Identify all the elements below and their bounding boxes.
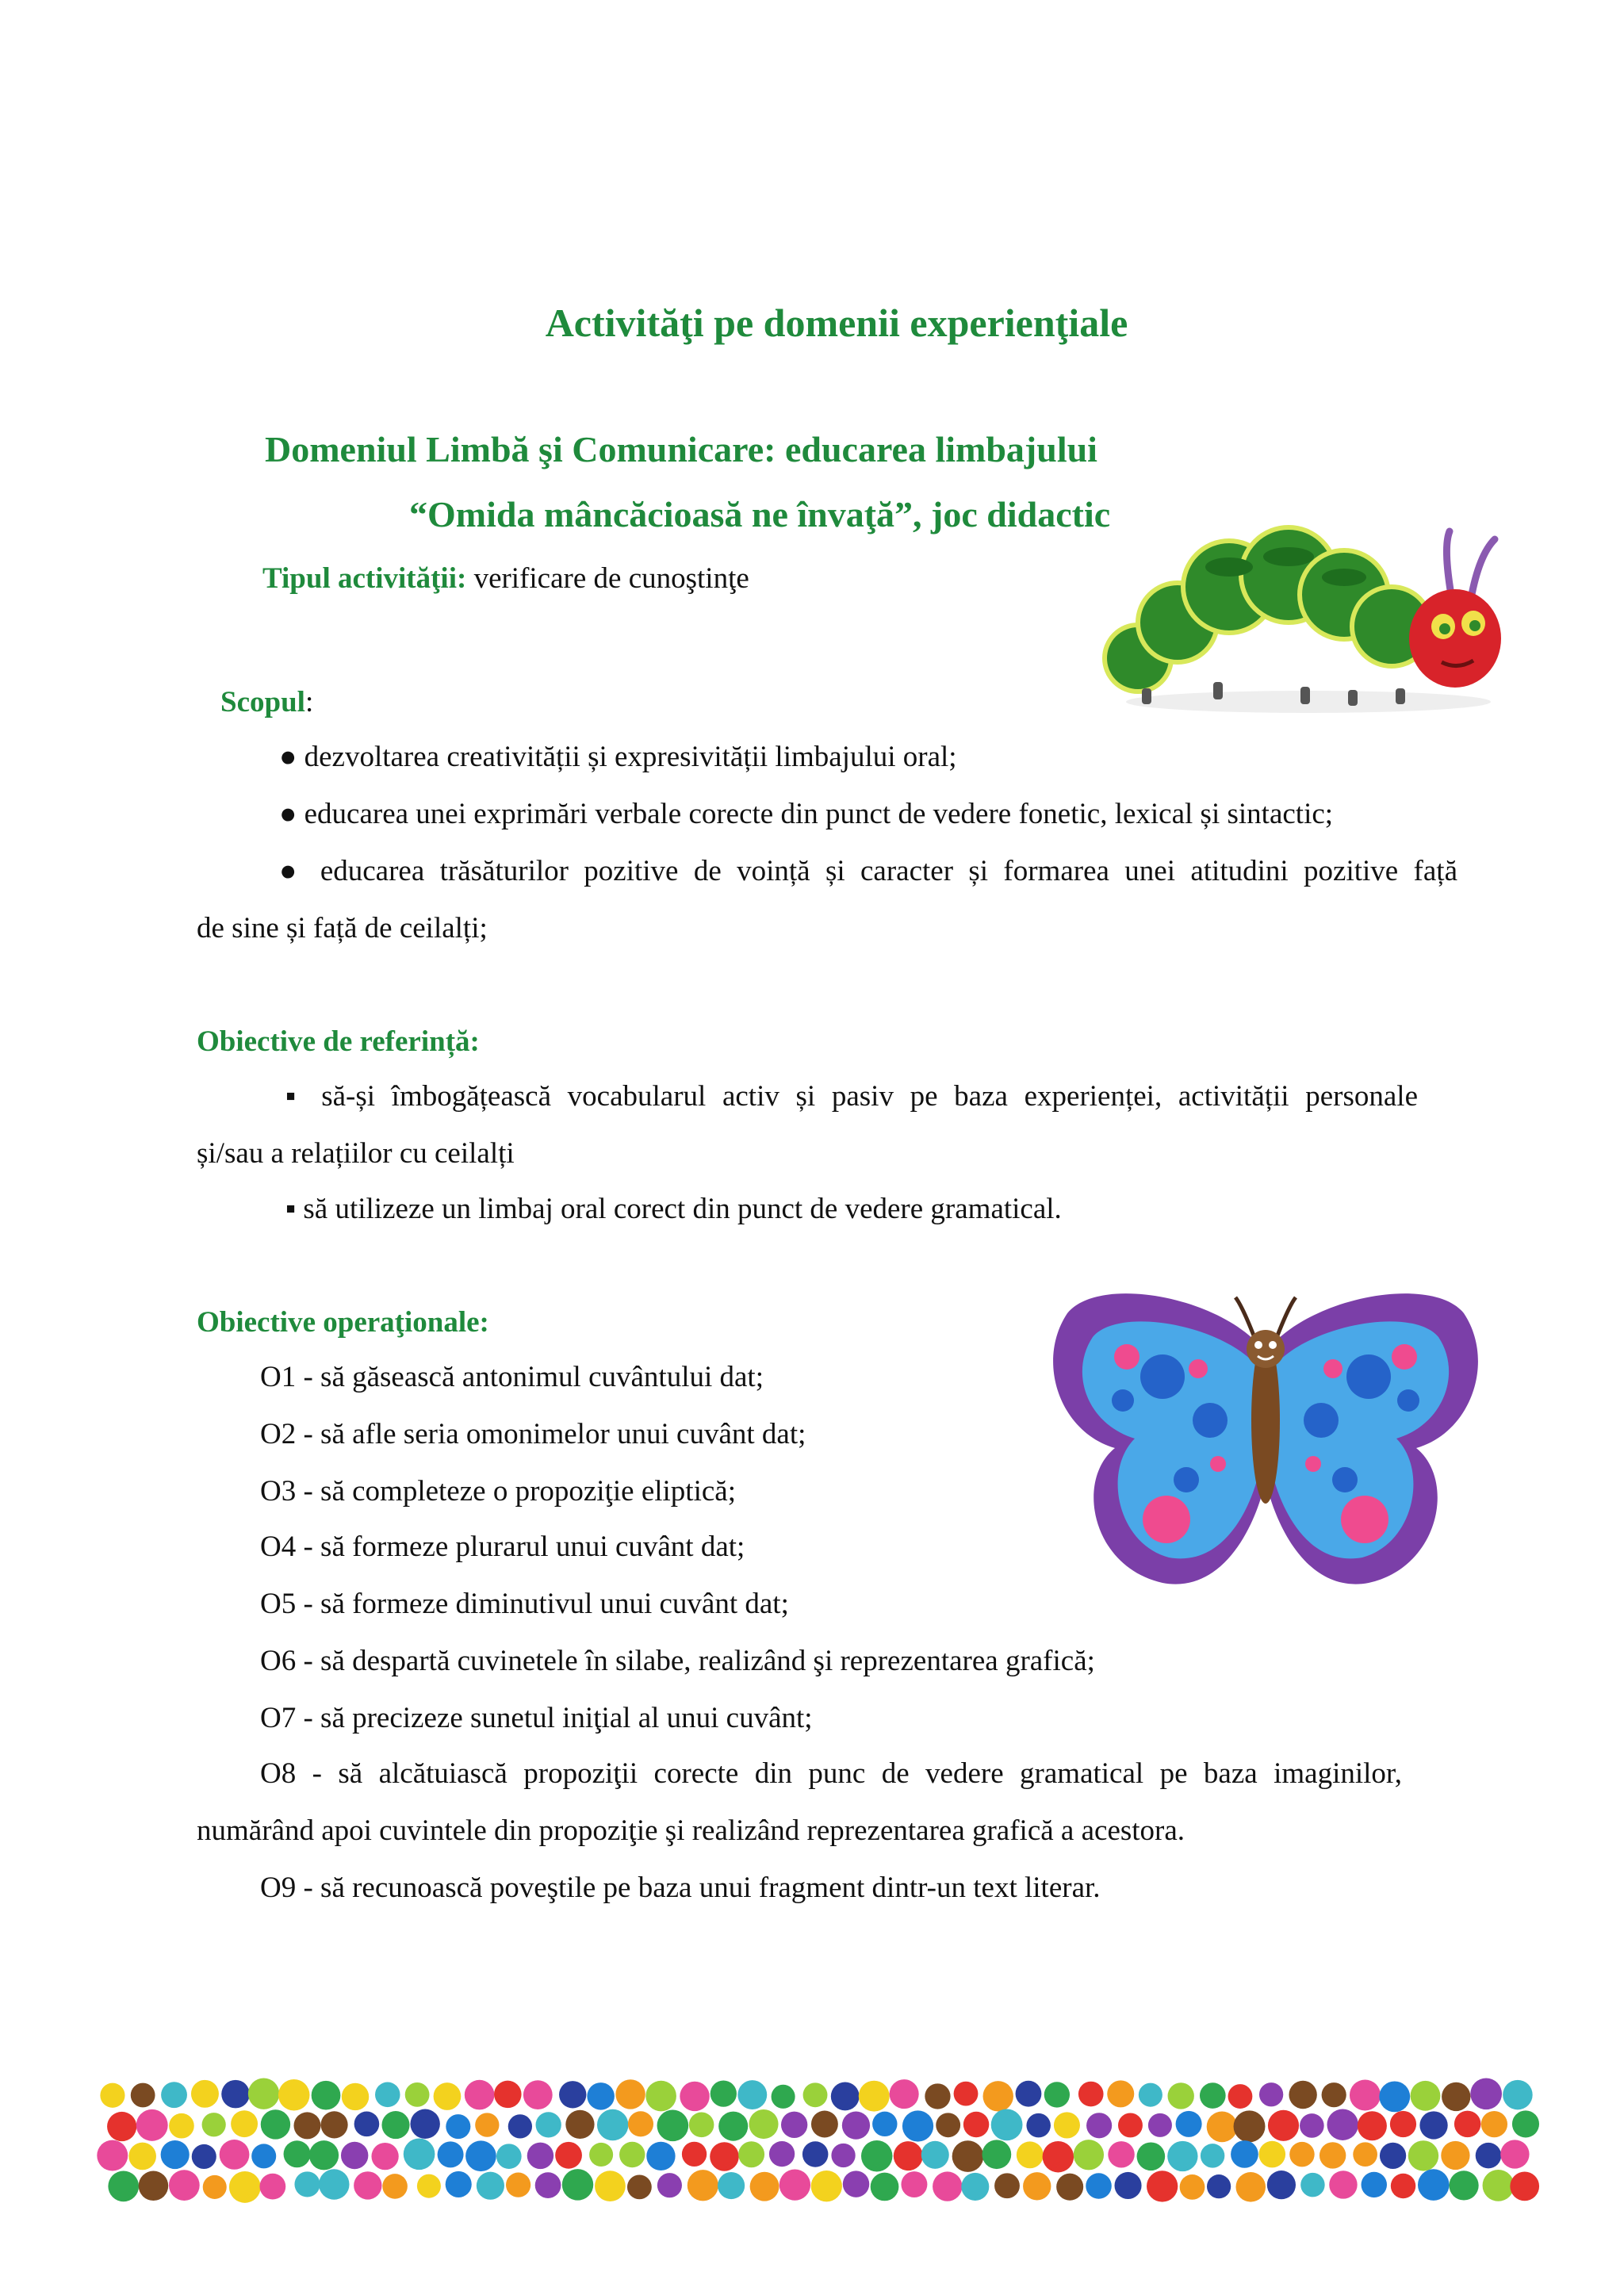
- decorative-dot: [248, 2079, 279, 2109]
- decorative-dot: [535, 2172, 561, 2198]
- decorative-dot: [1108, 2141, 1134, 2167]
- decorative-dot: [1258, 2141, 1285, 2168]
- decorative-dot: [1074, 2140, 1104, 2170]
- decorative-dot: [738, 2141, 764, 2167]
- decorative-dot: [1026, 2113, 1051, 2138]
- decorative-dot: [1114, 2172, 1141, 2199]
- decorative-dot: [169, 2170, 200, 2201]
- decorative-dot: [589, 2143, 613, 2167]
- decorative-dot: [139, 2171, 169, 2201]
- decorative-dot: [555, 2142, 582, 2169]
- bullet-icon: ●: [279, 855, 305, 887]
- decorative-dot: [559, 2081, 586, 2108]
- decorative-dot-border: [95, 2078, 1554, 2205]
- decorative-dot: [1418, 2169, 1450, 2201]
- decorative-dot: [710, 2142, 739, 2171]
- decorative-dot: [434, 2082, 462, 2110]
- decorative-dot: [1362, 2172, 1387, 2197]
- reference-objectives-heading: Obiective de referință:: [197, 1025, 480, 1058]
- decorative-dot: [100, 2083, 124, 2108]
- decorative-dot: [994, 2173, 1020, 2198]
- decorative-dot: [354, 2112, 380, 2137]
- decorative-dot: [645, 2081, 676, 2112]
- decorative-dot: [523, 2080, 553, 2109]
- decorative-dot: [1200, 2082, 1226, 2109]
- decorative-dot: [737, 2080, 767, 2109]
- decorative-dot: [1408, 2140, 1438, 2170]
- reference-objective-text: să utilizeze un limbaj oral corect din punct de vedere gramatical.: [303, 1193, 1062, 1225]
- decorative-dot: [688, 2170, 718, 2201]
- activity-type-value: verificare de cunoştinţe: [473, 562, 749, 595]
- decorative-dot: [1147, 2170, 1178, 2201]
- decorative-dot: [657, 2173, 682, 2197]
- decorative-dot: [278, 2079, 310, 2111]
- decorative-dot: [1300, 2113, 1324, 2138]
- decorative-dot: [861, 2140, 892, 2171]
- decorative-dot: [925, 2083, 950, 2109]
- decorative-dot: [1234, 2110, 1266, 2142]
- decorative-dot: [97, 2140, 128, 2171]
- decorative-dot: [220, 2140, 250, 2170]
- operational-objectives-heading: Obiective operaţionale:: [197, 1306, 489, 1339]
- decorative-dot: [261, 2109, 290, 2139]
- decorative-dot: [131, 2083, 155, 2108]
- decorative-dot: [229, 2171, 261, 2203]
- butterfly-illustration: [1028, 1282, 1503, 1603]
- decorative-dot: [494, 2081, 522, 2109]
- decorative-dot: [750, 2172, 779, 2201]
- decorative-dot: [1470, 2078, 1502, 2109]
- decorative-dot: [1268, 2110, 1299, 2141]
- decorative-dot: [682, 2142, 707, 2167]
- activity-type-label: Tipul activităţii:: [262, 562, 467, 595]
- decorative-dot: [1500, 2140, 1529, 2168]
- scope-item-3-continuation: de sine și față de ceilalți;: [197, 912, 488, 944]
- decorative-dot: [203, 2175, 227, 2199]
- decorative-dot: [562, 2169, 593, 2200]
- decorative-dot: [1023, 2172, 1051, 2200]
- decorative-dot: [1353, 2142, 1377, 2167]
- decorative-dot: [872, 2112, 897, 2136]
- decorative-dot: [405, 2082, 430, 2107]
- decorative-dot: [936, 2113, 960, 2137]
- decorative-dot: [963, 2112, 989, 2137]
- operational-objective-o7: O7 - să precizeze sunetul iniţial al unui cuvânt;: [260, 1702, 813, 1734]
- bullet-icon: ●: [279, 798, 297, 830]
- decorative-dot: [1259, 2082, 1283, 2106]
- reference-objective-2: [285, 1194, 1062, 1224]
- decorative-dot: [1107, 2080, 1134, 2107]
- decorative-dot: [772, 2085, 795, 2109]
- decorative-dot: [128, 2143, 156, 2170]
- decorative-dot: [1180, 2174, 1205, 2200]
- decorative-dot: [417, 2174, 441, 2198]
- decorative-dot: [1168, 2082, 1194, 2109]
- decorative-dot: [983, 2081, 1013, 2111]
- decorative-dot: [342, 2083, 369, 2110]
- decorative-dot: [710, 2080, 737, 2106]
- decorative-dot: [646, 2142, 675, 2170]
- decorative-dot: [1411, 2081, 1441, 2111]
- decorative-dot: [565, 2110, 594, 2139]
- decorative-dot: [1510, 2171, 1539, 2201]
- decorative-dot: [952, 2140, 984, 2172]
- decorative-dot: [371, 2143, 398, 2170]
- decorative-dot: [1391, 2174, 1415, 2198]
- decorative-dot: [381, 2111, 409, 2139]
- decorative-dot: [382, 2174, 408, 2199]
- decorative-dot: [161, 2140, 190, 2169]
- decorative-dot: [597, 2109, 628, 2140]
- decorative-dot: [341, 2142, 368, 2169]
- decorative-dot: [781, 2112, 807, 2138]
- decorative-dot: [446, 2171, 472, 2197]
- decorative-dot: [982, 2140, 1012, 2169]
- decorative-dot: [293, 2112, 320, 2139]
- decorative-dot: [1017, 2141, 1044, 2168]
- decorative-dot: [506, 2173, 530, 2197]
- decorative-dot: [410, 2109, 439, 2139]
- decorative-dot: [477, 2172, 504, 2200]
- reference-objective-1: [285, 1082, 1418, 1111]
- decorative-dot: [1016, 2081, 1042, 2107]
- scope-item-2: [279, 799, 1333, 829]
- decorative-dot: [1231, 2140, 1258, 2168]
- decorative-dot: [871, 2173, 899, 2201]
- decorative-dot: [536, 2112, 561, 2137]
- decorative-dot: [811, 2111, 838, 2138]
- decorative-dot: [107, 2112, 136, 2141]
- decorative-dot: [718, 2112, 748, 2141]
- decorative-dot: [894, 2141, 923, 2170]
- decorative-dot: [312, 2081, 341, 2110]
- domain-heading: Domeniul Limbă şi Comunicare: educarea limbajului: [265, 429, 1097, 469]
- decorative-dot: [587, 2082, 615, 2110]
- decorative-dot: [689, 2112, 714, 2137]
- decorative-dot: [933, 2171, 962, 2201]
- decorative-dot: [1442, 2082, 1470, 2111]
- decorative-dot: [1235, 2172, 1266, 2202]
- reference-objective-1-continuation: și/sau a relațiilor cu ceilalți: [197, 1137, 515, 1170]
- bullet-icon: ▪: [285, 1193, 297, 1225]
- decorative-dot: [1483, 2170, 1515, 2201]
- scope-item-text: dezvoltarea creativității și expresivității limbajului oral;: [304, 741, 957, 773]
- decorative-dot: [1054, 2112, 1080, 2138]
- decorative-dot: [718, 2172, 745, 2199]
- decorative-dot: [595, 2170, 626, 2201]
- decorative-dot: [619, 2142, 645, 2167]
- decorative-dot: [231, 2110, 258, 2137]
- decorative-dot: [1148, 2113, 1172, 2137]
- decorative-dot: [136, 2109, 168, 2141]
- decorative-dot: [1358, 2111, 1387, 2140]
- decorative-dot: [375, 2082, 400, 2108]
- operational-objective-o9: O9 - să recunoască poveştile pe baza unui fragment dintr-un text literar.: [260, 1872, 1101, 1904]
- decorative-dot: [1512, 2110, 1539, 2137]
- decorative-dot: [259, 2174, 285, 2200]
- decorative-dot: [1137, 2142, 1166, 2170]
- decorative-dot: [309, 2140, 339, 2170]
- decorative-dot: [1441, 2141, 1469, 2170]
- decorative-dot: [842, 2111, 870, 2139]
- page-title: Activităţi pe domenii experienţiale: [545, 301, 1128, 345]
- decorative-dot: [1078, 2082, 1104, 2107]
- operational-objective-o4: O4 - să formeze plurarul unui cuvânt dat;: [260, 1531, 745, 1563]
- decorative-dot: [438, 2141, 464, 2167]
- decorative-dot: [1289, 2081, 1316, 2109]
- scope-item-1: [279, 742, 957, 772]
- decorative-dot: [991, 2109, 1023, 2141]
- decorative-dot: [627, 2174, 652, 2199]
- game-title: “Omida mâncăcioasă ne învaţă”, joc didactic: [409, 494, 1111, 534]
- decorative-dot: [628, 2111, 653, 2136]
- scope-item-3: [279, 856, 1457, 886]
- caterpillar-illustration: [1094, 500, 1522, 730]
- decorative-dot: [1350, 2079, 1381, 2110]
- decorative-dot: [1322, 2082, 1346, 2107]
- decorative-dot: [191, 2080, 219, 2108]
- decorative-dot: [1476, 2143, 1501, 2168]
- operational-objective-o8-continuation: numărând apoi cuvintele din propoziţie şi realizând reprezentarea grafică a acestora.: [197, 1814, 1185, 1847]
- decorative-dot: [779, 2169, 810, 2200]
- operational-objective-o3: O3 - să completeze o propoziţie eliptică;: [260, 1475, 736, 1508]
- decorative-dot: [1289, 2142, 1314, 2167]
- bullet-icon: ▪: [285, 1080, 305, 1113]
- decorative-dot: [902, 2110, 933, 2141]
- decorative-dot: [1329, 2170, 1357, 2198]
- decorative-dot: [954, 2082, 979, 2106]
- activity-type: [262, 561, 749, 596]
- decorative-dot: [294, 2171, 320, 2197]
- decorative-dot: [1201, 2144, 1224, 2167]
- decorative-dot: [831, 2082, 860, 2111]
- scope-heading-colon: :: [304, 686, 314, 718]
- decorative-dot: [108, 2170, 139, 2201]
- decorative-dot: [1267, 2170, 1296, 2199]
- decorative-dot: [1056, 2174, 1083, 2201]
- decorative-dot: [1390, 2111, 1416, 2137]
- decorative-dot: [1379, 2081, 1410, 2112]
- decorative-dot: [769, 2141, 795, 2167]
- decorative-dot: [446, 2114, 470, 2139]
- decorative-dot: [1300, 2173, 1324, 2197]
- decorative-dot: [615, 2079, 645, 2109]
- decorative-dot: [811, 2170, 842, 2201]
- operational-objective-o6: O6 - să despartă cuvinetele în silabe, realizând şi reprezentarea grafică;: [260, 1645, 1095, 1677]
- decorative-dot: [192, 2144, 216, 2169]
- decorative-dot: [319, 2169, 349, 2199]
- decorative-dot: [803, 2082, 828, 2107]
- decorative-dot: [1086, 2113, 1112, 2138]
- decorative-dot: [680, 2082, 709, 2111]
- decorative-dot: [1176, 2111, 1202, 2137]
- decorative-dot: [508, 2114, 532, 2138]
- decorative-dot: [1320, 2142, 1346, 2168]
- decorative-dot: [475, 2113, 499, 2136]
- scope-item-text: educarea unei exprimări verbale corecte din punct de vedere fonetic, lexical și sintactic;: [304, 798, 1334, 830]
- operational-objective-o5: O5 - să formeze diminutivul unui cuvânt dat;: [260, 1588, 789, 1620]
- decorative-dot: [749, 2109, 778, 2139]
- operational-objective-o1: O1 - să găsească antonimul cuvântului dat;: [260, 1361, 764, 1393]
- scope-item-text: educarea trăsăturilor pozitive de voință și caracter și formarea unei atitudini pozitive față: [320, 855, 1458, 887]
- decorative-dot: [284, 2140, 311, 2167]
- decorative-dot: [657, 2110, 689, 2142]
- decorative-dot: [1380, 2143, 1406, 2169]
- decorative-dot: [890, 2079, 919, 2109]
- reference-objective-text: să-și îmbogățească vocabularul activ și pasiv pe baza experienței, activității personale: [321, 1080, 1418, 1113]
- decorative-dot: [1228, 2084, 1253, 2109]
- decorative-dot: [1043, 2141, 1074, 2172]
- decorative-dot: [161, 2082, 187, 2108]
- decorative-dot: [1207, 2111, 1238, 2142]
- decorative-dot: [1044, 2082, 1070, 2107]
- decorative-dot: [1118, 2113, 1143, 2138]
- operational-objective-o8: O8 - să alcătuiască propoziţii corecte din punc de vedere gramatical pe baza imaginilor,: [260, 1757, 1402, 1790]
- decorative-dot: [527, 2143, 553, 2169]
- decorative-dot: [1207, 2174, 1231, 2198]
- decorative-dot: [1139, 2083, 1162, 2107]
- decorative-dot: [404, 2139, 435, 2170]
- decorative-dot: [465, 2140, 496, 2171]
- bullet-icon: ●: [279, 741, 297, 773]
- decorative-dot: [202, 2113, 226, 2136]
- scope-heading-text: Scopul: [220, 686, 305, 718]
- decorative-dot: [1449, 2170, 1478, 2200]
- decorative-dot: [320, 2111, 347, 2138]
- decorative-dot: [831, 2144, 855, 2167]
- decorative-dot: [251, 2144, 276, 2168]
- decorative-dot: [901, 2171, 927, 2197]
- operational-objective-o2: O2 - să afle seria omonimelor unui cuvânt dat;: [260, 1418, 806, 1450]
- decorative-dot: [859, 2081, 890, 2112]
- decorative-dot: [496, 2144, 522, 2169]
- decorative-dot: [465, 2080, 495, 2110]
- decorative-dot: [1503, 2080, 1533, 2110]
- decorative-dot: [354, 2171, 381, 2199]
- decorative-dot: [921, 2141, 949, 2169]
- decorative-dot: [221, 2080, 250, 2109]
- decorative-dot: [1167, 2141, 1197, 2171]
- decorative-dot: [1454, 2111, 1481, 2138]
- decorative-dot: [961, 2173, 989, 2201]
- scope-heading: [220, 685, 313, 719]
- decorative-dot: [1327, 2109, 1358, 2140]
- decorative-dot: [843, 2170, 869, 2197]
- decorative-dot: [1481, 2111, 1507, 2137]
- decorative-dot: [1419, 2111, 1447, 2139]
- decorative-dot: [802, 2141, 829, 2167]
- decorative-dot: [1086, 2173, 1112, 2199]
- decorative-dot: [169, 2113, 194, 2139]
